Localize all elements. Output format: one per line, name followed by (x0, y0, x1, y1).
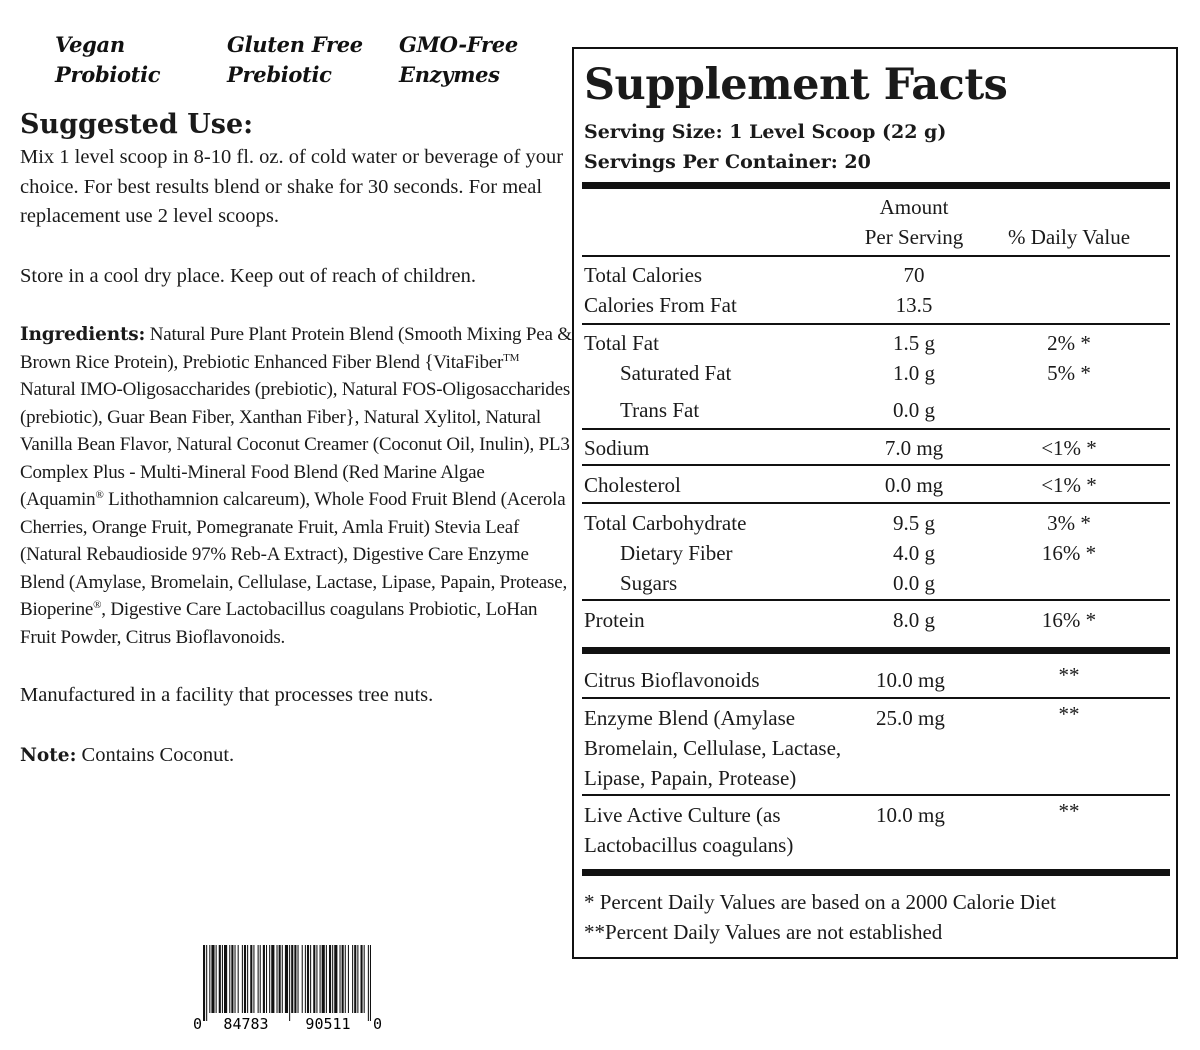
row-daily-value: <1% * (1041, 473, 1097, 497)
barcode-bar (368, 945, 369, 1021)
barcode-bar (244, 945, 246, 1013)
barcode-bar (340, 945, 341, 1013)
claim-line: GMO-Free (399, 32, 518, 57)
row-amount: 10.0 mg (876, 803, 945, 827)
barcode-bar (326, 945, 327, 1013)
facility-text: Manufactured in a facility that processes tree nuts. (20, 684, 434, 707)
footnote-daily-values: * Percent Daily Values are based on a 2000 Calorie Diet (584, 890, 1056, 914)
row-name: Trans Fat (620, 398, 700, 422)
suggested-use-heading: Suggested Use: (20, 109, 254, 140)
claim-line: Vegan (55, 32, 125, 57)
supplement-facts-panel (572, 47, 1178, 959)
divider (582, 464, 1170, 466)
barcode-bar (231, 945, 233, 1013)
servings-per-container: Servings Per Container: 20 (584, 151, 871, 173)
note-label: Note: (20, 744, 77, 766)
row-amount: 10.0 mg (876, 668, 945, 692)
barcode-bar (229, 945, 230, 1013)
barcode-bar (285, 945, 288, 1013)
divider (582, 255, 1170, 257)
row-daily-value: ** (1058, 799, 1080, 823)
barcode-bar (289, 945, 290, 1021)
barcode-bar (329, 945, 331, 1013)
claim-gmo-free-enzymes (399, 30, 518, 90)
header-daily-value: % Daily Value (1007, 225, 1131, 249)
row-daily-value: ** (1058, 702, 1080, 726)
claim-line: Prebiotic (227, 62, 332, 87)
barcode-bar (211, 945, 214, 1013)
barcode-bar (305, 945, 306, 1013)
barcode-bar (320, 945, 321, 1013)
note-body: Contains Coconut. (76, 743, 235, 766)
barcode-bar (219, 945, 221, 1013)
barcode-digit: 84783 (223, 1015, 269, 1032)
serving-info (584, 117, 946, 177)
barcode-bar (345, 945, 346, 1013)
barcode-bar (357, 945, 358, 1013)
row-amount: 1.5 g (893, 331, 935, 355)
row-daily-value: 16% * (1041, 541, 1097, 565)
divider (582, 647, 1170, 654)
note-text (20, 741, 572, 771)
suggested-use-text: Mix 1 level scoop in 8-10 fl. oz. of cold water or beverage of your choice. For best results blend or shake for 30 seconds. For meal replacement use 2 level scoops. (20, 146, 564, 228)
barcode-bar (313, 945, 315, 1013)
claim-gluten-free-prebiotic (227, 30, 399, 90)
row-amount: 0.0 mg (884, 473, 944, 497)
row-amount: 0.0 g (893, 398, 935, 422)
divider (582, 502, 1170, 504)
barcode-bar (279, 945, 281, 1013)
barcode-digit: 0 (373, 1015, 383, 1032)
row-daily-value: 3% * (1047, 511, 1091, 535)
divider (582, 599, 1170, 601)
divider (582, 182, 1170, 189)
barcode-bar (277, 945, 278, 1013)
barcode-bar (258, 945, 259, 1013)
row-name: Citrus Bioflavonoids (584, 668, 760, 692)
barcode-bar (332, 945, 333, 1013)
claim-line: Gluten Free (227, 32, 363, 57)
barcode-bar (206, 945, 207, 1021)
barcode-bar (263, 945, 265, 1013)
barcode (190, 945, 386, 1032)
label-text-column (20, 108, 572, 771)
row-amount: 25.0 mg (876, 706, 945, 730)
row-daily-value: <1% * (1041, 436, 1097, 460)
barcode-bar (271, 945, 274, 1013)
row-name: Cholesterol (584, 473, 681, 497)
row-amount: 1.0 g (893, 361, 935, 385)
barcode-bar (307, 945, 309, 1013)
barcode-bar (334, 945, 337, 1013)
row-name: Dietary Fiber (620, 541, 733, 565)
barcode-digit: 90511 (305, 1015, 351, 1032)
barcode-bar (316, 945, 317, 1013)
row-daily-value: 16% * (1041, 608, 1097, 632)
barcode-bar (266, 945, 267, 1013)
barcode-bar (302, 945, 303, 1013)
header-amount: Amount (879, 195, 949, 219)
barcode-bar (354, 945, 356, 1013)
footnotes (584, 887, 1056, 947)
barcode-bar (348, 945, 349, 1013)
facts-title: Supplement Facts (584, 60, 1008, 110)
barcode-bar (361, 945, 363, 1013)
barcode-bar (364, 945, 365, 1013)
row-amount: 4.0 g (893, 541, 935, 565)
barcode-bar (352, 945, 353, 1013)
barcode-digit: 0 (193, 1015, 203, 1032)
divider (582, 869, 1170, 876)
row-name: Protein (584, 608, 645, 632)
row-amount: 70 (903, 263, 925, 287)
barcode-bar (260, 945, 261, 1013)
row-daily-value: 5% * (1047, 361, 1091, 385)
row-name: Sodium (584, 436, 650, 460)
ingredients-part: , Digestive Care Lactobacillus coagulans Probiotic, LoHan Fruit Powder, Citrus Bioflavonoids. (20, 599, 538, 648)
ingredients-part: Lithothamnion calcareum), Whole Food Fruit Blend (Acerola Cherries, Orange Fruit, Pomegranate Fruit, Amla Fruit) Stevia Leaf (Natural Rebaudioside 97% Reb-A Extract), Digestive Care Enzyme Blend (Amylase, Bromelain, Cellulase, Lactase, Lipase, Papain, Protease, Bioperine (20, 489, 567, 621)
row-daily-value: 2% * (1047, 331, 1091, 355)
barcode-bar (238, 945, 239, 1013)
row-name: Enzyme Blend (Amylase Bromelain, Cellulase, Lactase, Lipase, Papain, Protease) (584, 706, 842, 790)
barcode-bar (370, 945, 371, 1021)
barcode-bars (203, 945, 371, 1021)
product-claims (55, 30, 518, 90)
barcode-bar (294, 945, 296, 1013)
barcode-bar (310, 945, 311, 1013)
barcode-bar (224, 945, 227, 1013)
barcode-bar (216, 945, 217, 1013)
barcode-bar (250, 945, 252, 1013)
serving-size: Serving Size: 1 Level Scoop (22 g) (584, 121, 947, 143)
storage-text: Store in a cool dry place. Keep out of reach of children. (20, 264, 476, 287)
ingredients-label: Ingredients: (20, 324, 146, 346)
barcode-bar (282, 945, 283, 1013)
row-name: Calories From Fat (584, 293, 737, 317)
barcode-bar (298, 945, 299, 1013)
row-amount: 8.0 g (893, 608, 935, 632)
row-name: Sugars (620, 571, 678, 595)
registered-mark: ® (95, 489, 104, 502)
row-name: Total Fat (584, 331, 659, 355)
row-amount: 7.0 mg (884, 436, 944, 460)
row-amount: 9.5 g (893, 511, 935, 535)
footnote-not-established: **Percent Daily Values are not established (584, 920, 943, 944)
barcode-bar (242, 945, 243, 1013)
row-daily-value: ** (1058, 663, 1080, 687)
divider (582, 428, 1170, 430)
row-amount: 13.5 (895, 293, 933, 317)
ingredients-part: Natural IMO-Oligosaccharides (prebiotic), Natural FOS-Oligosaccharides (prebiotic), Guar Bean Fiber, Xanthan Fiber}, Natural Xylitol, Natural Vanilla Bean Flavor, Natural Coconut Creamer (Coconut Oil, Inulin), PL3 Complex Plus - Multi-Mineral Food Blend (Red Marine Algae (Aquamin (20, 379, 571, 511)
row-name: Total Calories (584, 263, 703, 287)
ingredients-text (20, 321, 572, 651)
barcode-bar (253, 945, 254, 1013)
barcode-bar (342, 945, 344, 1013)
row-name: Total Carbohydrate (584, 511, 747, 535)
barcode-bar (291, 945, 293, 1013)
row-name: Saturated Fat (620, 361, 732, 385)
barcode-bar (269, 945, 270, 1013)
row-name: Live Active Culture (as Lactobacillus coagulans) (584, 803, 794, 857)
barcode-bar (247, 945, 248, 1013)
registered-mark: ® (93, 599, 102, 612)
row-amount: 0.0 g (893, 571, 935, 595)
barcode-bar (235, 945, 236, 1013)
trademark-mark: TM (503, 351, 520, 364)
claim-line: Probiotic (55, 62, 161, 87)
header-per-serving: Per Serving (864, 225, 964, 249)
barcode-bar (203, 945, 205, 1021)
claim-line: Enzymes (399, 62, 500, 87)
barcode-bar (209, 945, 210, 1013)
ingredients-part: Natural Pure Plant Protein Blend (Smooth Mixing Pea & Brown Rice Protein), Prebiotic Enhanced Fiber Blend {VitaFiber (20, 324, 572, 373)
barcode-bar (322, 945, 325, 1013)
claim-vegan-probiotic (55, 30, 227, 90)
divider (582, 323, 1170, 325)
barcode-bar (222, 945, 223, 1013)
